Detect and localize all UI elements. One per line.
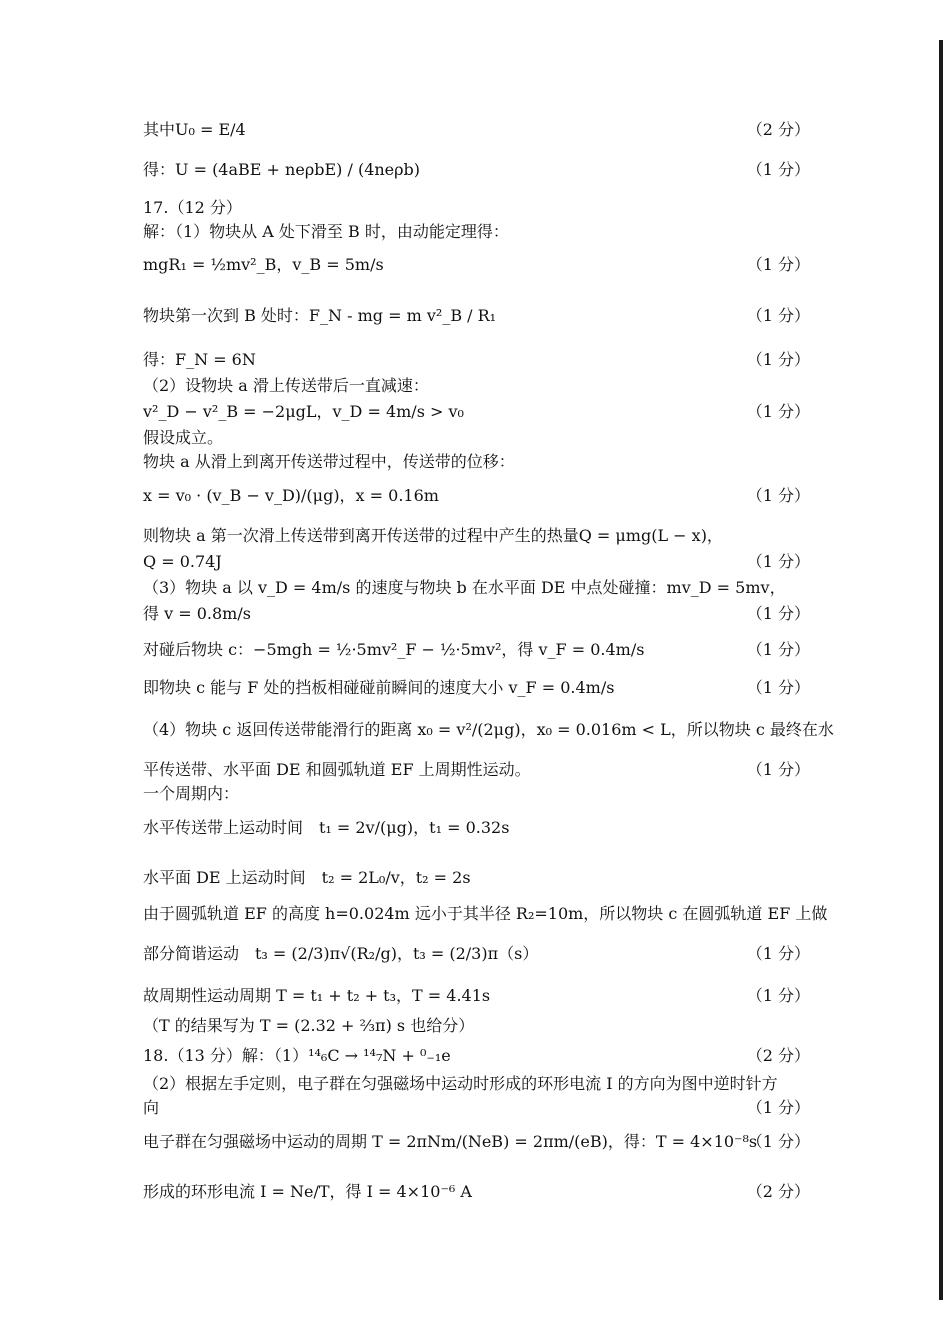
- answer-sheet-page: 其中U₀ = E/4 （2 分） 得：U = (4aBE + neρbE) / (4neρb) （1 分） 17.（12 分） 解：（1）物块从 A 处下滑至 B 时，由动能定理得： mgR₁ = ½mv²_B，v_B = 5m/s （1 分） 物块第一次到 B 处时：F_N - mg = m v²_B / R₁ （1 分） 得：F_N = 6N （1 分） （2）设物块 a 滑上传送带后一直减速： v²_D − v²_B = −2μgL，v_D = 4m/s > v₀ （1 分） 假设成立。 物块 a 从滑上到离开传送带过程中，传送带的位移： x = v₀ · (v_B − v_D)/(μg)，x = 0.16m （1 分） 则物块 a 第一次滑上传送带到离开传送带的过程中产生的热量Q = μmg(L − x)， Q = 0.74J （1 分） （3）物块 a 以 v_D = 4m/s 的速度与物块 b 在水平面 DE 中点处碰撞：mv_D = 5mv， 得 v = 0.8m/s （1 分） 对碰后物块 c：−5mgh = ½·5mv²_F − ½·5mv²，得 v_F = 0.4m/s （1 分） 即物块 c 能与 F 处的挡板相碰碰前瞬间的速度大小 v_F = 0.4m/s （1 分） （4）物块 c 返回传送带能滑行的距离 x₀ = v²/(2μg)，x₀ = 0.016m < L，所以物块 c 最终在水 平传送带、水平面 DE 和圆弧轨道 EF 上周期性运动。 （1 分） 一个周期内： 水平传送带上运动时间 t₁ = 2v/(μg)，t₁ = 0.32s 水平面 DE 上运动时间 t₂ = 2L₀/v，t₂ = 2s 由于圆弧轨道 EF 的高度 h=0.024m 远小于其半径 R₂=10m，所以物块 c 在圆弧轨道 EF 上做 部分简谐运动 t₃ = (2/3)π√(R₂/g)，t₃ = (2/3)π（s） （1 分） 故周期性运动周期 T = t₁ + t₂ + t₃，T = 4.41s （1 分） （T 的结果写为 T = (2.32 + ⅔π) s 也给分） 18.（13 分）解：（1）¹⁴₆C → ¹⁴₇N + ⁰₋₁e （2 分） （2）根据左手定则，电子群在匀强磁场中运动时形成的环形电流 I 的方向为图中逆时针方 向 （1 分） 电子群在匀强磁场中运动的周期 T = 2πNm/(NeB) = 2πm/(eB)，得：T = 4×10⁻⁸s （1 分） 形成的环形电流 I = Ne/T，得 I = 4×10⁻⁶ A （2 分）: [0, 0, 950, 1343]
- page-edge-line: [939, 40, 943, 1300]
